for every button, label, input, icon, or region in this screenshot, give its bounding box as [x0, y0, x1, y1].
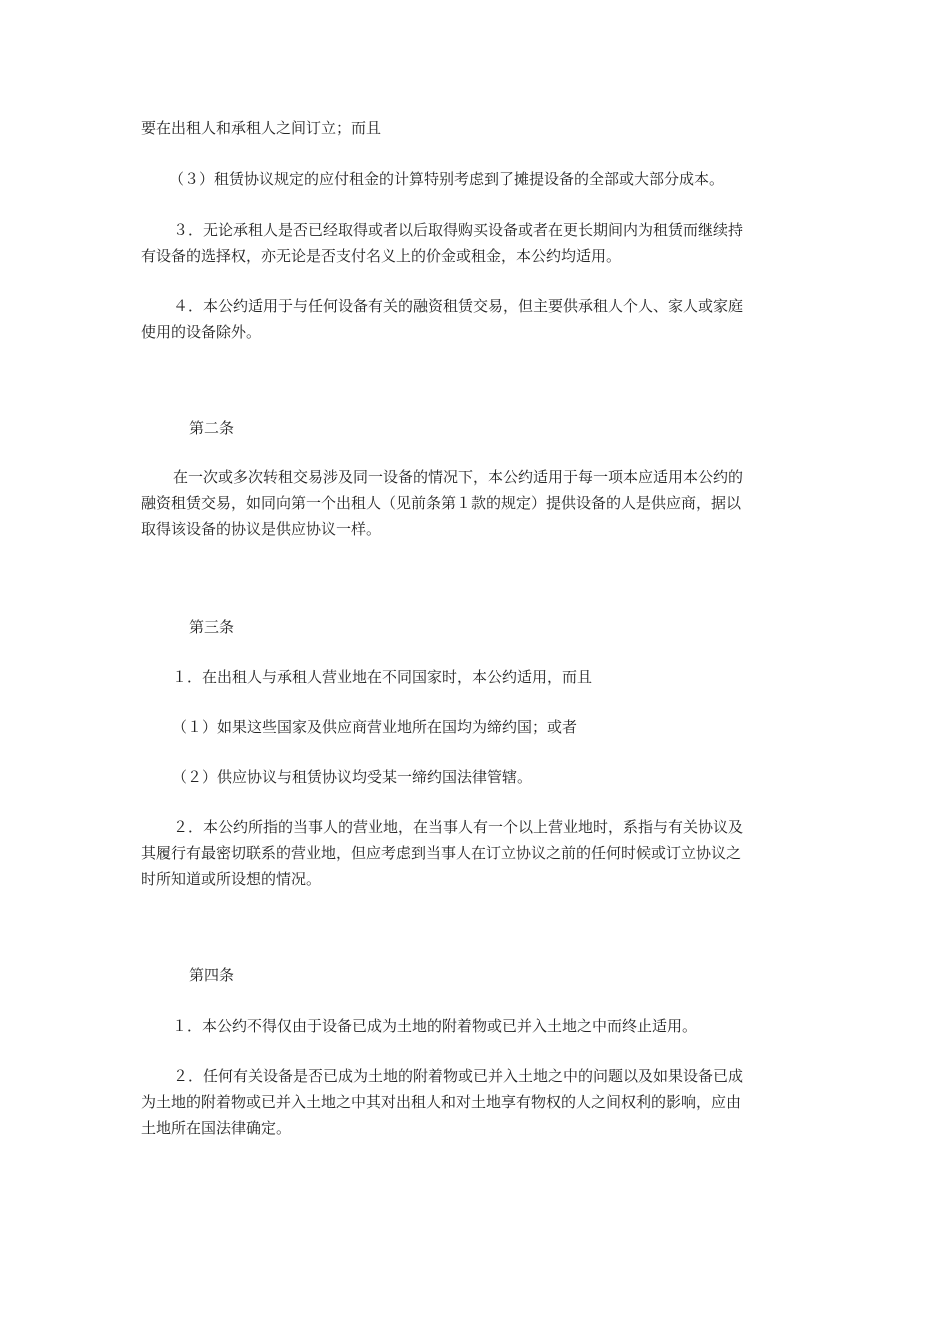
paragraph-article1-section3 [141, 217, 813, 269]
paragraph-article3-section1 [172, 664, 813, 690]
text-line: １．本公约不得仅由于设备已成为土地的附着物或已并入土地之中而终止适用。 [172, 1017, 698, 1035]
text-line: 为土地的附着物或已并入土地之中其对出租人和对土地享有物权的人之间权利的影响，应由 [141, 1093, 742, 1111]
text-line: １．在出租人与承租人营业地在不同国家时，本公约适用，而且 [172, 668, 593, 686]
text-line: 其履行有最密切联系的营业地，但应考虑到当事人在订立协议之前的任何时候或订立协议之 [141, 844, 742, 862]
article-3-heading: 第三条 [189, 618, 235, 636]
text-line: 在一次或多次转租交易涉及同一设备的情况下，本公约适用于每一项本应适用本公约的 [173, 468, 744, 486]
text-line: （２）供应协议与租赁协议均受某一缔约国法律管辖。 [172, 768, 533, 786]
paragraph-continuation [141, 115, 813, 141]
text-line: 融资租赁交易，如同向第一个出租人（见前条第１款的规定）提供设备的人是供应商，据以 [141, 494, 742, 512]
text-line: （３）租赁协议规定的应付租金的计算特别考虑到了摊提设备的全部或大部分成本。 [169, 170, 725, 188]
paragraph-article4-section1 [172, 1013, 813, 1039]
article-4-heading: 第四条 [189, 966, 235, 984]
text-line: ２．任何有关设备是否已成为土地的附着物或已并入土地之中的问题以及如果设备已成 [173, 1067, 744, 1085]
text-line: 土地所在国法律确定。 [141, 1119, 292, 1137]
text-line: （１）如果这些国家及供应商营业地所在国均为缔约国；或者 [172, 718, 578, 736]
text-line: ２．本公约所指的当事人的营业地，在当事人有一个以上营业地时，系指与有关协议及 [173, 818, 744, 836]
paragraph-article2 [141, 464, 813, 542]
text-line: 使用的设备除外。 [141, 323, 262, 341]
paragraph-article4-section2 [141, 1063, 813, 1141]
paragraph-article1-section4 [141, 293, 813, 345]
paragraph-article3-section2 [141, 814, 813, 892]
text-line: 取得该设备的协议是供应协议一样。 [141, 520, 382, 538]
paragraph-article3-item2 [172, 764, 813, 790]
text-line: ３．无论承租人是否已经取得或者以后取得购买设备或者在更长期间内为租赁而继续持 [173, 221, 744, 239]
text-line: ４．本公约适用于与任何设备有关的融资租赁交易，但主要供承租人个人、家人或家庭 [173, 297, 744, 315]
text-line: 时所知道或所设想的情况。 [141, 870, 322, 888]
paragraph-article3-item1 [172, 714, 813, 740]
article-2-heading: 第二条 [189, 419, 235, 437]
text-line: 要在出租人和承租人之间订立；而且 [141, 119, 382, 137]
text-line: 有设备的选择权，亦无论是否支付名义上的价金或租金，本公约均适用。 [141, 247, 622, 265]
paragraph-item-3-rent [169, 166, 813, 192]
